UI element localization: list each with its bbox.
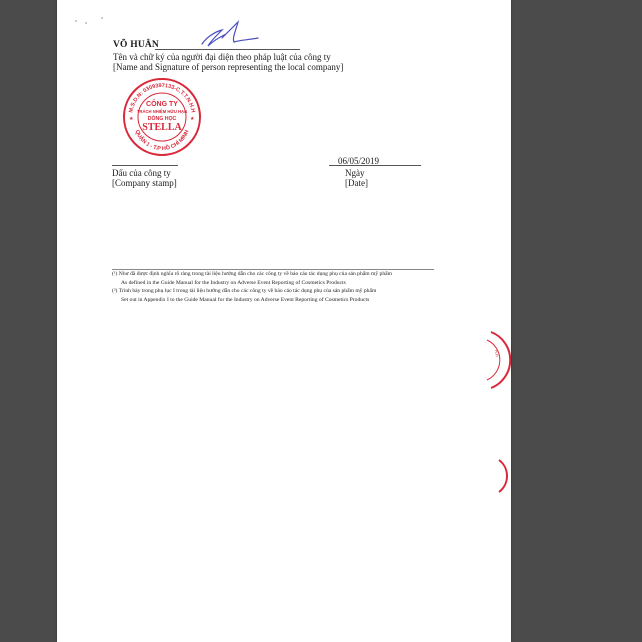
scan-speck xyxy=(85,22,87,24)
stamp-star: ★ xyxy=(190,116,195,122)
date-label-en: [Date] xyxy=(345,178,368,188)
scan-speck xyxy=(101,17,103,19)
stamp-ring-top: M.S.D.N: 0309397133-C.T.T.N.H.H xyxy=(128,82,196,114)
svg-text:H.H: H.H xyxy=(493,349,500,357)
date-label-vi: Ngày xyxy=(345,168,365,178)
stamp-line xyxy=(112,165,178,166)
footnote-2-en: Set out in Appendix I to the Guide Manual for the Industry on Adverse Event Reporting of Cosmetics Products xyxy=(121,297,370,303)
footnote-1-en: As defined in the Guide Manual for the Industry on Adverse Event Reporting of Cosmetics Products xyxy=(121,280,346,286)
stamp-line3: DÒNG HỌC xyxy=(147,116,177,122)
footnote-1-vi: (¹) Như đã được định nghĩa rõ ràng trong tài liệu hướng dẫn cho các công ty về báo cáo tác dụng phụ của sản phẩm mỹ phẩm xyxy=(112,271,392,277)
signature-mark xyxy=(192,18,262,52)
partial-stamp-edge xyxy=(485,330,511,390)
stamp-line2: TRÁCH NHIỆM HỮU HẠN xyxy=(136,109,188,114)
stamp-line1: CÔNG TY xyxy=(146,101,178,108)
partial-stamp-edge xyxy=(493,458,511,494)
scan-speck xyxy=(75,20,77,22)
stamp-star: ★ xyxy=(129,116,134,122)
stamp-line4: STELLA xyxy=(142,122,182,133)
stamp-label-vi: Dấu của công ty xyxy=(112,168,171,178)
signature-line xyxy=(155,49,300,50)
signature-label-vi: Tên và chữ ký của người đại diện theo pháp luật của công ty xyxy=(113,52,331,62)
footnote-separator xyxy=(112,269,434,270)
footnote-2-vi: (²) Trình bày trong phụ lục I trong tài liệu hướng dẫn cho các công ty về báo cáo tác dụng phụ của sản phẩm mỹ phẩm xyxy=(112,288,377,294)
date-value: 06/05/2019 xyxy=(338,156,380,166)
document-page xyxy=(57,0,511,642)
stamp-label-en: [Company stamp] xyxy=(112,178,177,188)
signature-label-en: [Name and Signature of person representing the local company] xyxy=(113,62,344,72)
stamp-ring-bottom: QUẬN 1 - T.P HỒ CHÍ MINH xyxy=(133,129,191,153)
company-stamp xyxy=(121,76,203,158)
representative-name: VÕ HUÂN xyxy=(113,40,159,50)
